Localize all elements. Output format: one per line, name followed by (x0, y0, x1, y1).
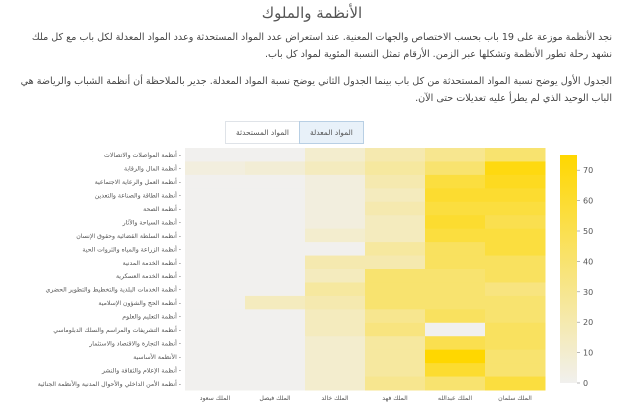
heatmap-cell (365, 282, 426, 296)
heatmap-cell (305, 215, 366, 229)
tab-modified-articles[interactable]: المواد المعدلة (299, 121, 364, 144)
heatmap-cell (425, 202, 486, 216)
heatmap-cell (485, 202, 546, 216)
y-tick-label: أنظمة الخدمة المدنية - (122, 259, 181, 267)
heatmap-cell (185, 256, 246, 270)
heatmap-cell (365, 350, 426, 364)
x-tick-label: الملك خالد (321, 395, 349, 402)
y-tick-label: الأنظمة الأساسية - (133, 353, 181, 361)
heatmap-cell (485, 363, 546, 377)
colorbar-tick-label: 30 (583, 287, 594, 297)
heatmap-cell (425, 377, 486, 391)
heatmap-cell (485, 350, 546, 364)
heatmap-cell (245, 148, 306, 162)
heatmap-cell (485, 148, 546, 162)
heatmap-cell (185, 215, 246, 229)
heatmap-cell (245, 161, 306, 175)
x-tick-label: الملك فهد (382, 395, 408, 402)
heatmap-cell (365, 175, 426, 189)
heatmap-cell (485, 336, 546, 350)
y-tick-label: أنظمة الخدمة العسكرية - (115, 273, 181, 281)
y-tick-label: أنظمة المواصلات والاتصالات - (104, 152, 181, 160)
y-tick-label: أنظمة الإعلام والثقافة والنشر - (101, 367, 181, 375)
heatmap-cell (425, 269, 486, 283)
heatmap-cell (305, 269, 366, 283)
y-tick-label: أنظمة العمل والرعاية الاجتماعية - (94, 179, 181, 187)
heatmap-cell (185, 282, 246, 296)
heatmap-cell (425, 309, 486, 323)
heatmap-cell (485, 309, 546, 323)
heatmap-cell (425, 175, 486, 189)
heatmap-cell (485, 175, 546, 189)
heatmap-cell (425, 256, 486, 270)
heatmap-cell (485, 188, 546, 202)
heatmap-cell (365, 215, 426, 229)
x-tick-label: الملك عبدالله (437, 395, 473, 402)
heatmap-cell (305, 350, 366, 364)
y-tick-label: أنظمة التعليم والعلوم - (122, 313, 181, 321)
heatmap-cell (245, 336, 306, 350)
description-paragraph: الجدول الأول يوضح نسبة المواد المستحدثة من كل باب بينما الجدول الثاني يوضح نسبة المواد المعدلة. جدير بالملاحظة أن أنظمة الشباب والرياضة هي الباب الوحيد الذي لم يطرأ عليه تعديلات حتى الآن. (20, 76, 612, 104)
heatmap-cell (245, 242, 306, 256)
heatmap-cell (485, 296, 546, 310)
heatmap-cell (245, 215, 306, 229)
heatmap-cell (365, 161, 426, 175)
heatmap-cell (185, 377, 246, 391)
heatmap-cell (305, 309, 366, 323)
heatmap-cell (365, 202, 426, 216)
colorbar-tick-label: 70 (583, 166, 594, 176)
heatmap-cell (365, 229, 426, 243)
heatmap-cell (305, 323, 366, 337)
heatmap-cell (185, 269, 246, 283)
heatmap-cell (425, 350, 486, 364)
heatmap-cell (485, 323, 546, 337)
heatmap-cell (485, 242, 546, 256)
heatmap-cell (485, 377, 546, 391)
heatmap-cell (305, 148, 366, 162)
heatmap-cell (305, 229, 366, 243)
heatmap-cell (245, 296, 306, 310)
heatmap-cell (305, 175, 366, 189)
heatmap-cell (185, 296, 246, 310)
y-tick-label: أنظمة التشريفات والمراسم والسلك الدبلوماسي - (53, 327, 181, 334)
heatmap-cell (185, 229, 246, 243)
heatmap-cell (365, 309, 426, 323)
heatmap-cell (185, 323, 246, 337)
heatmap-cell (305, 363, 366, 377)
heatmap-cell (425, 215, 486, 229)
y-tick-label: أنظمة الأمن الداخلي والأحوال المدنية والأنظمة الجنائية - (37, 380, 181, 388)
heatmap-cell (305, 202, 366, 216)
x-tick-label: الملك فيصل (259, 395, 291, 402)
heatmap-cell (365, 363, 426, 377)
intro-paragraph: نجد الأنظمة موزعة على 19 باب بحسب الاختصاص والجهات المعنية. عند استعراض عدد المواد المستحدثة وعدد المواد المعدلة لكل باب مع كل ملك نشهد رحلة تطور الأنظمة وتشكلها عبر الزمن. الأرقام تمثل النسبة المئوية لمواد كل باب. (31, 32, 612, 60)
y-tick-label: أنظمة الطاقة والصناعة والتعدين - (94, 192, 181, 200)
heatmap-cell (185, 242, 246, 256)
heatmap-cell (425, 188, 486, 202)
colorbar-tick-label: 40 (583, 257, 594, 267)
heatmap-cell (485, 161, 546, 175)
heatmap-cell (185, 363, 246, 377)
heatmap-cell (425, 161, 486, 175)
heatmap-cell (365, 296, 426, 310)
heatmap-cell (365, 188, 426, 202)
y-tick-label: أنظمة الصحة - (143, 206, 181, 213)
heatmap-cell (185, 336, 246, 350)
heatmap-cell (425, 363, 486, 377)
colorbar-tick-label: 60 (583, 196, 594, 206)
heatmap-cell (485, 256, 546, 270)
heatmap-cell (245, 377, 306, 391)
heatmap-cell (305, 377, 366, 391)
heatmap-cell (305, 336, 366, 350)
heatmap-cell (365, 148, 426, 162)
heatmap-cell (365, 256, 426, 270)
heatmap-cell (485, 269, 546, 283)
heatmap-cell (425, 242, 486, 256)
y-tick-label: أنظمة الخدمات البلدية والتخطيط والتطوير الحضري - (45, 286, 181, 294)
heatmap-cell (245, 175, 306, 189)
y-tick-label: أنظمة التجارة والاقتصاد والاستثمار - (89, 340, 181, 348)
heatmap-cell (185, 148, 246, 162)
heatmap-cell (485, 229, 546, 243)
heatmap-cell (425, 296, 486, 310)
heatmap-cell (305, 242, 366, 256)
heatmap-cell (185, 202, 246, 216)
y-tick-label: أنظمة المال والرقابة - (124, 165, 181, 173)
y-tick-label: أنظمة السياحة والآثار - (122, 219, 181, 227)
page-title: الأنظمة والملوك (261, 4, 363, 22)
x-tick-label: الملك سلمان (498, 395, 532, 402)
heatmap-cell (245, 323, 306, 337)
y-tick-label: أنظمة الحج والشؤون الإسلامية - (98, 300, 181, 308)
heatmap-cell (365, 269, 426, 283)
heatmap-cell (305, 161, 366, 175)
tab-new-articles[interactable]: المواد المستحدثة (225, 121, 299, 144)
heatmap-cell (365, 242, 426, 256)
heatmap-cell (185, 175, 246, 189)
heatmap-cell (185, 350, 246, 364)
heatmap-cell (425, 148, 486, 162)
colorbar-tick-label: 20 (583, 318, 594, 328)
heatmap-cell (245, 188, 306, 202)
heatmap-cell (245, 282, 306, 296)
heatmap-cell (185, 188, 246, 202)
heatmap-cell (425, 229, 486, 243)
x-tick-label: الملك سعود (199, 395, 231, 402)
heatmap-cell (245, 256, 306, 270)
colorbar-tick-label: 0 (583, 379, 589, 388)
heatmap-cell (305, 296, 366, 310)
heatmap-cell (305, 188, 366, 202)
heatmap-cell (245, 363, 306, 377)
heatmap-cell (245, 229, 306, 243)
heatmap-cell (365, 336, 426, 350)
colorbar (560, 155, 577, 383)
heatmap-cell (365, 377, 426, 391)
heatmap-cell (185, 309, 246, 323)
heatmap-cell (425, 282, 486, 296)
colorbar-tick-label: 50 (583, 227, 594, 236)
heatmap-cell (365, 323, 426, 337)
heatmap-cell (305, 256, 366, 270)
heatmap-cell (245, 202, 306, 216)
heatmap-cell (485, 282, 546, 296)
heatmap-cell (425, 323, 486, 337)
heatmap-cell (425, 336, 486, 350)
heatmap-cell (485, 215, 546, 229)
heatmap-cell (185, 161, 246, 175)
heatmap-cell (245, 309, 306, 323)
y-tick-label: أنظمة الزراعة والمياه والثروات الحية - (82, 246, 181, 254)
heatmap-cell (245, 350, 306, 364)
heatmap-cell (305, 282, 366, 296)
y-tick-label: أنظمة السلطة القضائية وحقوق الإنسان - (76, 232, 181, 240)
colorbar-tick-label: 10 (583, 348, 594, 358)
heatmap-cell (245, 269, 306, 283)
